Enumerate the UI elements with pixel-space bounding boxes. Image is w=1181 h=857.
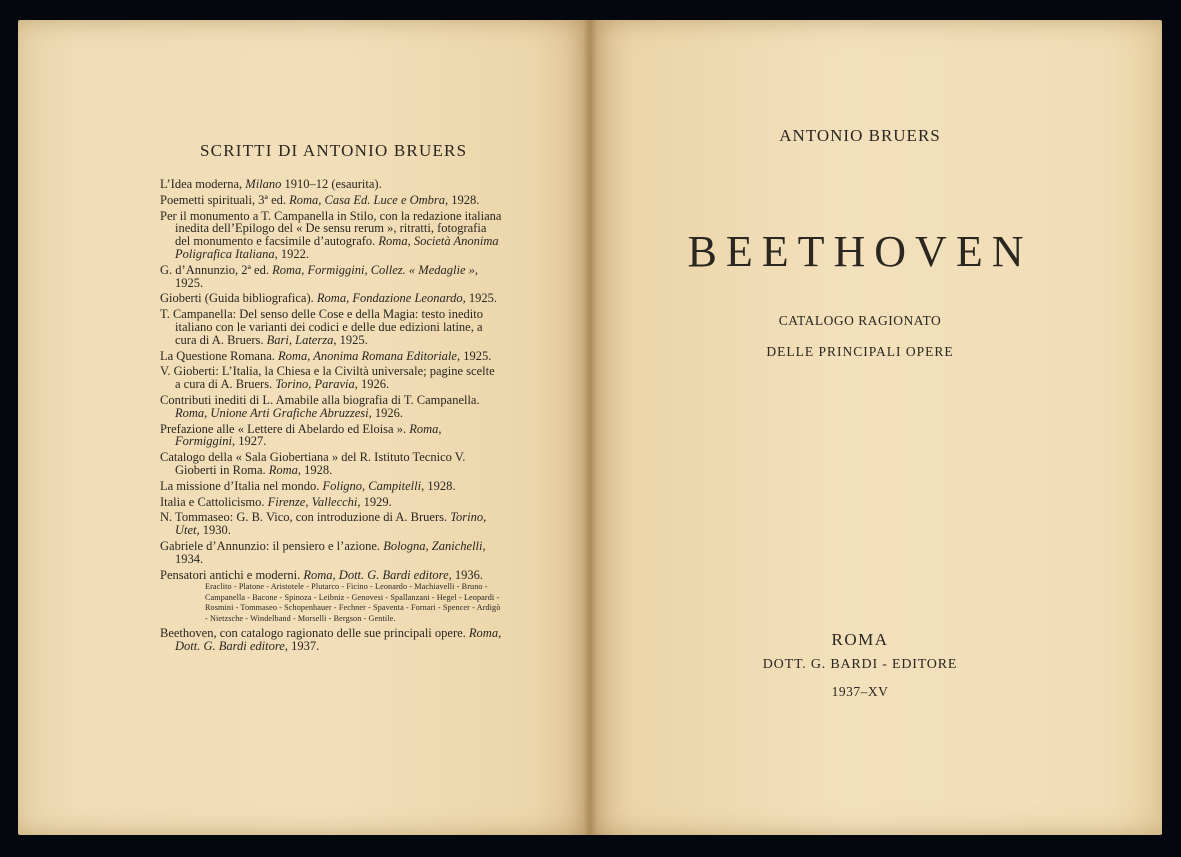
bibliography-entry: Catalogo della « Sala Giobertiana » del R. Istituto Tecnico V. Gioberti in Roma. Roma, 1928. xyxy=(160,450,466,477)
bibliography-entry: Italia e Cattolicismo. Firenze, Vallecchi, 1929. xyxy=(160,494,392,509)
subtitle-line-2: DELLE PRINCIPALI OPERE xyxy=(766,344,954,359)
bibliography-list xyxy=(160,178,502,656)
bibliography-entry: T. Campanella: Del senso delle Cose e della Magia: testo inedito italiano con le varianti dei codici e delle due edizioni latine, a cura di A. Bruers. Bari, Laterza, 1925. xyxy=(160,307,483,347)
book-gutter xyxy=(583,20,597,835)
publication-city: ROMA xyxy=(831,630,889,649)
author-name: ANTONIO BRUERS xyxy=(779,126,941,145)
bibliography-title: SCRITTI DI ANTONIO BRUERS xyxy=(200,141,468,160)
bibliography-entry: G. d’Annunzio, 2ª ed. Roma, Formiggini, Collez. « Medaglie », 1925. xyxy=(160,262,478,290)
bibliography-entry: Gabriele d’Annunzio: il pensiero e l’azione. Bologna, Zanichelli, 1934. xyxy=(160,538,486,566)
book-title: BEETHOVEN xyxy=(687,227,1033,276)
bibliography-entry: Prefazione alle « Lettere di Abelardo ed Eloisa ». Roma, Formiggini, 1927. xyxy=(160,421,442,449)
bibliography-entry: La missione d’Italia nel mondo. Foligno, Campitelli, 1928. xyxy=(160,478,456,493)
subtitle-line-1: CATALOGO RAGIONATO xyxy=(778,313,942,328)
bibliography-entry: Contributi inediti di L. Amabile alla biografia di T. Campanella. Roma, Unione Arti Grafiche Abruzzesi, 1926. xyxy=(160,392,480,420)
bibliography-entry: N. Tommaseo: G. B. Vico, con introduzione di A. Bruers. Torino, Utet, 1930. xyxy=(160,510,487,538)
bibliography-entry: Beethoven, con catalogo ragionato delle sue principali opere. Roma, Dott. G. Bardi editore, 1937. xyxy=(160,625,502,653)
bibliography-entry: La Questione Romana. Roma, Anonima Romana Editoriale, 1925. xyxy=(160,348,492,363)
bibliography-entry: Per il monumento a T. Campanella in Stilo, con la redazione italiana inedita dell’Epilogo del « De sensu rerum », ritratti, fotografia del monumento e facsimile d’autografo. Roma, Società Anonima Poligrafica Italiana, 1922. xyxy=(160,208,502,261)
bibliography-entry: V. Gioberti: L’Italia, la Chiesa e la Civiltà universale; pagine scelte a cura di A. Bruers. Torino, Paravia, 1926. xyxy=(160,364,495,392)
bibliography-entry: Poemetti spirituali, 3ª ed. Roma, Casa Ed. Luce e Ombra, 1928. xyxy=(160,192,480,207)
bibliography-entry: L’Idea moderna, Milano 1910–12 (esaurita). xyxy=(160,177,382,191)
bibliography-entry: Gioberti (Guida bibliografica). Roma, Fondazione Leonardo, 1925. xyxy=(160,291,497,306)
bibliography-entry-note: Eraclito - Platone - Aristotele - Plutarco - Ficino - Leonardo - Machiavelli - Bruno - Campanella - Bacone - Spinoza - Leibniz - Genovesi - Spallanzani - Hegel - Leopardi - Rosmini - Tommaseo - Schopenhauer - Fechner - Spaventa - Fornari - Spencer - Ardigò - Nietzsche - Windelband - Morselli - Bergson - Gentile. xyxy=(205,582,501,623)
bibliography-entry: Pensatori antichi e moderni. Roma, Dott. G. Bardi editore, 1936. Eraclito - Platone - Aristotele - Plutarco - Ficino - Leonardo - Machiavelli - Bruno - Campanella - Bacone - Spinoza - Leibniz - Genovesi - Spallanzani - Hegel - Leopardi - Rosmini - Tommaseo - Schopenhauer - Fechner - Spaventa - Fornari - Spencer - Ardigò - Nietzsche - Windelband - Morselli - Bergson - Gentile. xyxy=(160,567,501,623)
publisher-name: DOTT. G. BARDI - EDITORE xyxy=(762,657,958,672)
publication-year: 1937–XV xyxy=(831,684,889,699)
